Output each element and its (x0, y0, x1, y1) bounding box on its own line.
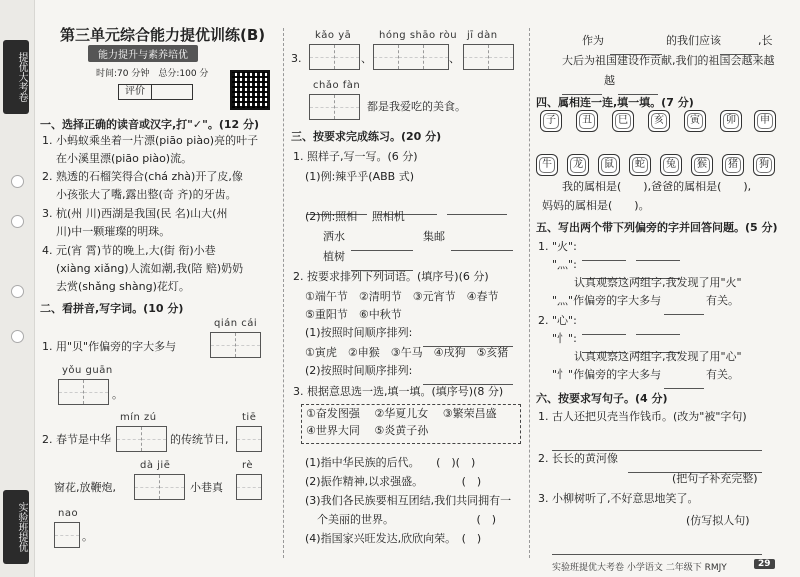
s3-ex2b: 集邮 (423, 230, 445, 243)
pinyin: mín zú (120, 412, 157, 423)
food-text: 都是我爱吃的美食。 (367, 100, 466, 113)
answer-blank[interactable] (423, 366, 513, 385)
s1-line: 1. 小蚂蚁乘坐着一片漂(piāo piào)亮的叶子 (42, 134, 259, 147)
s6-q2b: (把句子补充完整) (672, 472, 758, 485)
s4-line: 妈妈的属相是( )。 (542, 199, 650, 212)
s5-q2b: "忄": (552, 332, 577, 345)
zodiac-animal[interactable]: 鼠 (598, 154, 620, 176)
s1-line: 小孩张大了嘴,露出整(奇 齐)的牙齿。 (56, 188, 237, 201)
answer-blank[interactable] (628, 454, 762, 473)
c3-p1: 的我们应该 (666, 34, 721, 47)
s2-q2-text: 小巷真 (190, 481, 223, 494)
binder-hole (11, 285, 24, 298)
s5-q1b: "灬": (552, 258, 577, 271)
zodiac-branch[interactable]: 丑 (576, 110, 598, 132)
s2-q2-text: 2. 春节是中华 (42, 433, 111, 446)
s1-line: 去赏(shǎng shàng)花灯。 (56, 280, 190, 293)
s5-q2: 2. "心": (538, 314, 577, 327)
zodiac-branch[interactable]: 寅 (684, 110, 706, 132)
section-2-title: 二、看拼音,写字词。(10 分) (40, 302, 184, 315)
zodiac-animal[interactable]: 猴 (691, 154, 713, 176)
pinyin: rè (242, 460, 254, 471)
char-grid[interactable] (58, 379, 109, 405)
s6-q2: 2. 长长的黄河像 (538, 452, 618, 465)
answer-line[interactable] (552, 432, 762, 451)
s1-line: 川)中一颗璀璨的明珠。 (56, 225, 171, 238)
s1-line: (xiàng xiǎng)人流如潮,我(陪 赔)奶奶 (56, 262, 244, 275)
comma: 、 (449, 52, 460, 65)
s5-q2e: 有关。 (706, 368, 739, 381)
answer-blank[interactable] (562, 76, 602, 95)
zodiac-animal[interactable]: 兔 (660, 154, 682, 176)
s6-q3b: (仿写拟人句) (686, 514, 750, 527)
s2-q2-text: 窗花,放鞭炮, (54, 481, 116, 494)
s3-q1: 1. 照样子,写一写。(6 分) (293, 150, 418, 163)
pinyin: chǎo fàn (313, 80, 361, 91)
answer-blank[interactable] (351, 252, 413, 271)
section-6-title: 六、按要求写句子。(4 分) (536, 392, 668, 405)
char-grid[interactable] (116, 426, 167, 452)
answer-blank[interactable] (447, 196, 507, 215)
section-5-title: 五、写出两个带下列偏旁的字并回答问题。(5 分) (536, 221, 778, 234)
answer-blank[interactable] (351, 232, 413, 251)
char-grid[interactable] (463, 44, 514, 70)
s5-q2c: 认真观察这两组字,我发现了用"心" (574, 350, 742, 363)
char-grid[interactable] (54, 522, 80, 548)
period: 。 (112, 388, 123, 401)
pinyin: hóng shāo ròu (379, 30, 458, 41)
comma: 、 (361, 52, 372, 65)
binder-tab-top: 提优大考卷 (3, 40, 29, 114)
answer-blank[interactable] (636, 242, 680, 261)
char-grid[interactable] (309, 44, 360, 70)
s3-ex1: (1)例:辣乎乎(ABB 式) (305, 170, 414, 183)
zodiac-animal[interactable]: 龙 (567, 154, 589, 176)
column-divider (283, 28, 284, 558)
s3-ex2: (2)例:照相 照相机 (305, 210, 405, 223)
zodiac-branch[interactable]: 亥 (648, 110, 670, 132)
c3-p2: 大后为祖国建设作贡献,我们的祖国会越来越 (562, 54, 775, 67)
char-grid[interactable] (236, 474, 262, 500)
s3-ex2c: 植树 (323, 250, 345, 263)
pinyin: qián cái (214, 318, 258, 329)
options-line: ④世界大同 ⑤炎黄子孙 (306, 424, 429, 437)
options-line: ①奋发图强 ②华夏儿女 ③繁荣昌盛 (306, 407, 497, 420)
s2-q2-text: 的传统节日, (170, 433, 229, 446)
s3-q3: 3. 根据意思选一选,填一填。(填序号)(8 分) (293, 385, 504, 398)
s1-line: 2. 熟透的石榴笑得合(chá zhà)开了皮,像 (42, 170, 243, 183)
page-number: 29 (754, 559, 775, 569)
s3-q2-opts: ①寅虎 ②申猴 ③午马 ④戌狗 ⑤亥猪 (305, 346, 509, 359)
column-1 (36, 0, 279, 577)
pinyin: jī dàn (467, 30, 498, 41)
zodiac-branch[interactable]: 申 (754, 110, 776, 132)
answer-blank[interactable] (423, 328, 513, 347)
char-grid[interactable] (210, 332, 261, 358)
zodiac-animal[interactable]: 蛇 (629, 154, 651, 176)
char-grid[interactable] (373, 44, 449, 70)
c3-p1: 作为 (582, 34, 604, 47)
c3-p1: ,长 (758, 34, 773, 47)
time-score: 时间:70 分钟 总分:100 分 (96, 69, 209, 79)
answer-blank[interactable] (451, 232, 513, 251)
section-1-title: 一、选择正确的读音或汉字,打"✓"。(12 分) (40, 118, 260, 131)
page-title: 第三单元综合能力提优训练(B) (60, 26, 266, 44)
answer-blank[interactable] (664, 296, 704, 315)
s3-q2-opts: ⑤重阳节 ⑥中秋节 (305, 308, 402, 321)
zodiac-branch[interactable]: 巳 (612, 110, 634, 132)
binder-strip (0, 0, 35, 577)
zodiac-branch[interactable]: 卯 (720, 110, 742, 132)
answer-line[interactable] (552, 536, 762, 555)
s3-q3-line: (1)指中华民族的后代。 ( )( ) (305, 456, 476, 469)
rating-box (118, 84, 193, 100)
zodiac-animal[interactable]: 牛 (536, 154, 558, 176)
s3-q2-order: (1)按照时间顺序排列: (305, 326, 413, 339)
s1-line: 4. 元(宵 霄)节的晚上,大(街 衔)小巷 (42, 244, 216, 257)
column-3 (532, 0, 782, 577)
section-3-title: 三、按要求完成练习。(20 分) (291, 130, 442, 143)
c3-p3: 越 (604, 74, 615, 87)
footer-text: 实验班提优大考卷 小学语文 二年级下 RMJY (552, 563, 727, 573)
answer-blank[interactable] (636, 316, 680, 335)
zodiac-animal[interactable]: 狗 (753, 154, 775, 176)
s5-q1c: 认真观察这两组字,我发现了用"火" (574, 276, 742, 289)
answer-blank[interactable] (720, 36, 758, 55)
s5-q1d: "灬"作偏旁的字大多与 (552, 294, 662, 307)
qr-code-icon (230, 70, 270, 110)
column-divider (529, 28, 530, 558)
s3-ex2a: 洒水 (323, 230, 345, 243)
q3-label: 3. (291, 52, 302, 65)
binder-tab-bottom: 实验班提优 (3, 490, 29, 564)
s3-q2: 2. 按要求排列下列词语。(填序号)(6 分) (293, 270, 489, 283)
s3-q3-line: (2)振作精神,以求强盛。 ( ) (305, 475, 482, 488)
column-2 (287, 0, 527, 577)
s4-line: 我的属相是( ),爸爸的属相是( ), (562, 180, 752, 193)
binder-hole (11, 215, 24, 228)
answer-blank[interactable] (582, 316, 626, 335)
rating-blank[interactable] (151, 85, 192, 99)
pinyin: kǎo yā (315, 30, 352, 41)
s2-q1-text: 1. 用"贝"作偏旁的字大多与 (42, 340, 177, 353)
s5-q2d: "忄"作偏旁的字大多与 (552, 368, 662, 381)
zodiac-branch[interactable]: 子 (540, 110, 562, 132)
answer-blank[interactable] (610, 36, 662, 55)
pinyin: dà jiē (140, 460, 171, 471)
answer-blank[interactable] (618, 76, 658, 95)
s1-line: 在小溪里漂(piāo piào)流。 (56, 152, 193, 165)
binder-hole (11, 175, 24, 188)
s6-q1: 1. 古人还把贝壳当作钱币。(改为"被"字句) (538, 410, 747, 423)
s1-line: 3. 杭(州 川)西湖是我国(民 名)山大(州 (42, 207, 228, 220)
char-grid[interactable] (134, 474, 185, 500)
rating-label: 评价 (125, 86, 145, 97)
s5-q1e: 有关。 (706, 294, 739, 307)
answer-blank[interactable] (582, 242, 626, 261)
options-box (301, 404, 521, 444)
answer-blank[interactable] (664, 370, 704, 389)
char-grid[interactable] (309, 94, 360, 120)
s3-q3-line: (3)我们各民族要相互团结,我们共同拥有一 (305, 494, 512, 507)
s5-q1: 1. "火": (538, 240, 577, 253)
binder-hole (11, 330, 24, 343)
zodiac-animal[interactable]: 猪 (722, 154, 744, 176)
s6-q3: 3. 小柳树听了,不好意思地笑了。 (538, 492, 699, 505)
period: 。 (82, 530, 93, 543)
section-4-title: 四、属相连一连,填一填。(7 分) (536, 96, 694, 109)
s3-q3-line: 个美丽的世界。 ( ) (317, 513, 497, 526)
s3-q3-line: (4)指国家兴旺发达,欣欣向荣。 ( ) (305, 532, 482, 545)
s3-q2-order: (2)按照时间顺序排列: (305, 364, 413, 377)
s3-q2-opts: ①端午节 ②清明节 ③元宵节 ④春节 (305, 290, 499, 303)
pinyin: tiē (242, 412, 257, 423)
pinyin: yǒu guān (62, 365, 113, 376)
header-banner: 能力提升与素养培优 (88, 45, 198, 62)
pinyin: nao (58, 508, 79, 519)
char-grid[interactable] (236, 426, 262, 452)
